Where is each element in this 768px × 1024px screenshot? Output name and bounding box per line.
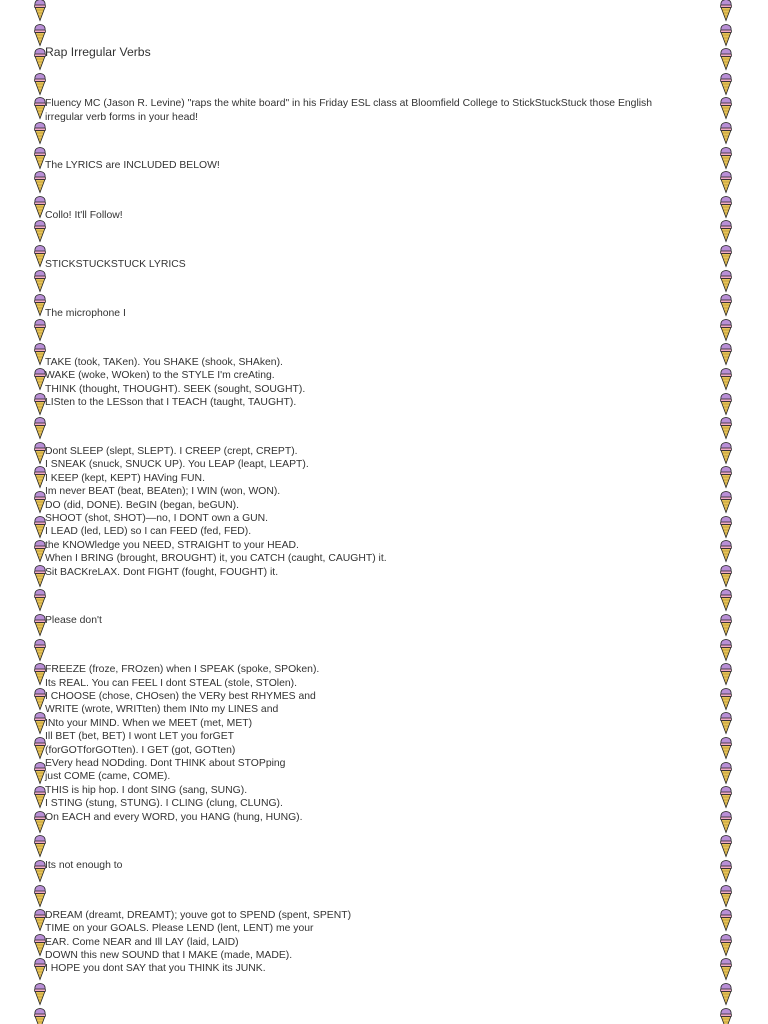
ice-cream-cone-icon: [719, 564, 733, 588]
lyric-line: LISten to the LESson that I TEACH (taught, TAUGHT).: [45, 397, 297, 408]
ice-cream-cone-icon: [719, 834, 733, 858]
ice-cream-cone-icon: [33, 23, 47, 47]
lyric-line: Ill BET (bet, BET) I wont LET you forGET: [45, 731, 235, 742]
ice-cream-cone-icon: [719, 392, 733, 416]
ice-cream-cone-icon: [719, 957, 733, 981]
ice-cream-cone-icon: [719, 613, 733, 637]
included-note: The LYRICS are INCLUDED BELOW!: [45, 160, 220, 171]
lyric-line: Dont SLEEP (slept, SLEPT). I CREEP (crept, CREPT).: [45, 446, 298, 457]
ice-cream-cone-icon: [719, 884, 733, 908]
ice-cream-cone-icon: [719, 72, 733, 96]
ice-cream-cone-icon: [719, 982, 733, 1006]
ice-cream-cone-icon: [33, 121, 47, 145]
ice-cream-cone-icon: [719, 761, 733, 785]
lyric-line: I CHOOSE (chose, CHOsen) the VERy best RHYMES and: [45, 691, 316, 702]
ice-cream-cone-icon: [719, 490, 733, 514]
ice-cream-cone-icon: [719, 1007, 733, 1024]
lyric-line: Sit BACKreLAX. Dont FIGHT (fought, FOUGHT) it.: [45, 567, 279, 578]
ice-cream-cone-icon: [33, 219, 47, 243]
ice-cream-cone-icon: [719, 933, 733, 957]
lyric-line: the KNOWledge you NEED, STRAIGHT to your HEAD.: [45, 540, 299, 551]
ice-cream-cone-icon: [33, 1007, 47, 1024]
ice-cream-cone-icon: [33, 416, 47, 440]
lyric-line: FREEZE (froze, FROzen) when I SPEAK (spoke, SPOken).: [45, 664, 320, 675]
intro-line-1: Fluency MC (Jason R. Levine) "raps the white board" in his Friday ESL class at Bloomfield College to StickStuckStuck those English: [45, 98, 653, 109]
ice-cream-cone-icon: [33, 318, 47, 342]
ice-cream-cone-icon: [719, 539, 733, 563]
ice-cream-cone-icon: [719, 293, 733, 317]
ice-cream-cone-icon: [719, 588, 733, 612]
lyric-line: WAKE (woke, WOken) to the STYLE I'm creAting.: [45, 370, 275, 381]
ice-cream-cone-icon: [33, 638, 47, 662]
ice-cream-cone-icon: [33, 269, 47, 293]
lyric-line: THINK (thought, THOUGHT). SEEK (sought, SOUGHT).: [45, 384, 306, 395]
ice-cream-cone-icon: [719, 219, 733, 243]
stanza-3-intro: Please don't: [45, 615, 102, 626]
ice-cream-cone-icon: [719, 269, 733, 293]
lyric-line: TIME on your GOALS. Please LEND (lent, LENT) me your: [45, 923, 314, 934]
ice-cream-cone-icon: [719, 711, 733, 735]
lyric-line: just COME (came, COME).: [45, 771, 171, 782]
lyric-line: SHOOT (shot, SHOT)—no, I DONT own a GUN.: [45, 513, 269, 524]
lyric-line: I HOPE you dont SAY that you THINK its JUNK.: [45, 963, 266, 974]
ice-cream-cone-icon: [719, 121, 733, 145]
ice-cream-cone-icon: [719, 638, 733, 662]
ice-cream-cone-icon: [33, 982, 47, 1006]
ice-cream-cone-icon: [719, 687, 733, 711]
ice-cream-cone-icon: [33, 0, 47, 22]
lyric-line: (forGOTforGOTten). I GET (got, GOTten): [45, 745, 236, 756]
lyric-line: Its REAL. You can FEEL I dont STEAL (stole, STOlen).: [45, 678, 298, 689]
ice-cream-cone-icon: [719, 515, 733, 539]
lyric-line: When I BRING (brought, BROUGHT) it, you CATCH (caught, CAUGHT) it.: [45, 553, 387, 564]
stanza-4-intro: Its not enough to: [45, 860, 123, 871]
ice-cream-cone-icon: [719, 441, 733, 465]
ice-cream-cone-icon: [719, 785, 733, 809]
lyric-line: THIS is hip hop. I dont SING (sang, SUNG).: [45, 785, 248, 796]
right-cone-border: [719, 0, 733, 1024]
ice-cream-cone-icon: [719, 96, 733, 120]
collo-line: Collo! It'll Follow!: [45, 210, 123, 221]
lyric-line: DREAM (dreamt, DREAMT); youve got to SPEND (spent, SPENT): [45, 910, 352, 921]
ice-cream-cone-icon: [33, 834, 47, 858]
ice-cream-cone-icon: [719, 367, 733, 391]
ice-cream-cone-icon: [719, 195, 733, 219]
lyric-line: DOWN this new SOUND that I MAKE (made, MADE).: [45, 950, 293, 961]
ice-cream-cone-icon: [719, 736, 733, 760]
ice-cream-cone-icon: [719, 908, 733, 932]
intro-line-2: irregular verb forms in your head!: [45, 112, 199, 123]
lyric-line: WRITE (wrote, WRITten) them INto my LINES and: [45, 704, 279, 715]
ice-cream-cone-icon: [719, 170, 733, 194]
lyric-line: On EACH and every WORD, you HANG (hung, HUNG).: [45, 812, 303, 823]
ice-cream-cone-icon: [719, 47, 733, 71]
lyric-line: I LEAD (led, LED) so I can FEED (fed, FED).: [45, 526, 252, 537]
ice-cream-cone-icon: [719, 416, 733, 440]
ice-cream-cone-icon: [719, 342, 733, 366]
ice-cream-cone-icon: [33, 884, 47, 908]
ice-cream-cone-icon: [719, 662, 733, 686]
lyric-line: I STING (stung, STUNG). I CLING (clung, CLUNG).: [45, 798, 283, 809]
ice-cream-cone-icon: [719, 465, 733, 489]
lyric-line: TAKE (took, TAKen). You SHAKE (shook, SHAken).: [45, 357, 283, 368]
lyric-line: INto your MIND. When we MEET (met, MET): [45, 718, 253, 729]
lyric-line: I SNEAK (snuck, SNUCK UP). You LEAP (leapt, LEAPT).: [45, 459, 309, 470]
lyric-line: DO (did, DONE). BeGIN (began, beGUN).: [45, 500, 240, 511]
lyric-line: EAR. Come NEAR and Ill LAY (laid, LAID): [45, 937, 239, 948]
lyric-line: Im never BEAT (beat, BEAten); I WIN (won, WON).: [45, 486, 281, 497]
document-title: Rap Irregular Verbs: [45, 45, 151, 59]
ice-cream-cone-icon: [719, 0, 733, 22]
stanza-1-intro: The microphone I: [45, 308, 126, 319]
ice-cream-cone-icon: [33, 170, 47, 194]
ice-cream-cone-icon: [719, 810, 733, 834]
lyric-line: I KEEP (kept, KEPT) HAVing FUN.: [45, 473, 205, 484]
lyrics-heading: STICKSTUCKSTUCK LYRICS: [45, 259, 186, 270]
ice-cream-cone-icon: [33, 72, 47, 96]
lyric-line: EVery head NODding. Dont THINK about STOPping: [45, 758, 286, 769]
ice-cream-cone-icon: [719, 318, 733, 342]
ice-cream-cone-icon: [33, 588, 47, 612]
ice-cream-cone-icon: [719, 859, 733, 883]
ice-cream-cone-icon: [719, 244, 733, 268]
ice-cream-cone-icon: [719, 146, 733, 170]
ice-cream-cone-icon: [719, 23, 733, 47]
